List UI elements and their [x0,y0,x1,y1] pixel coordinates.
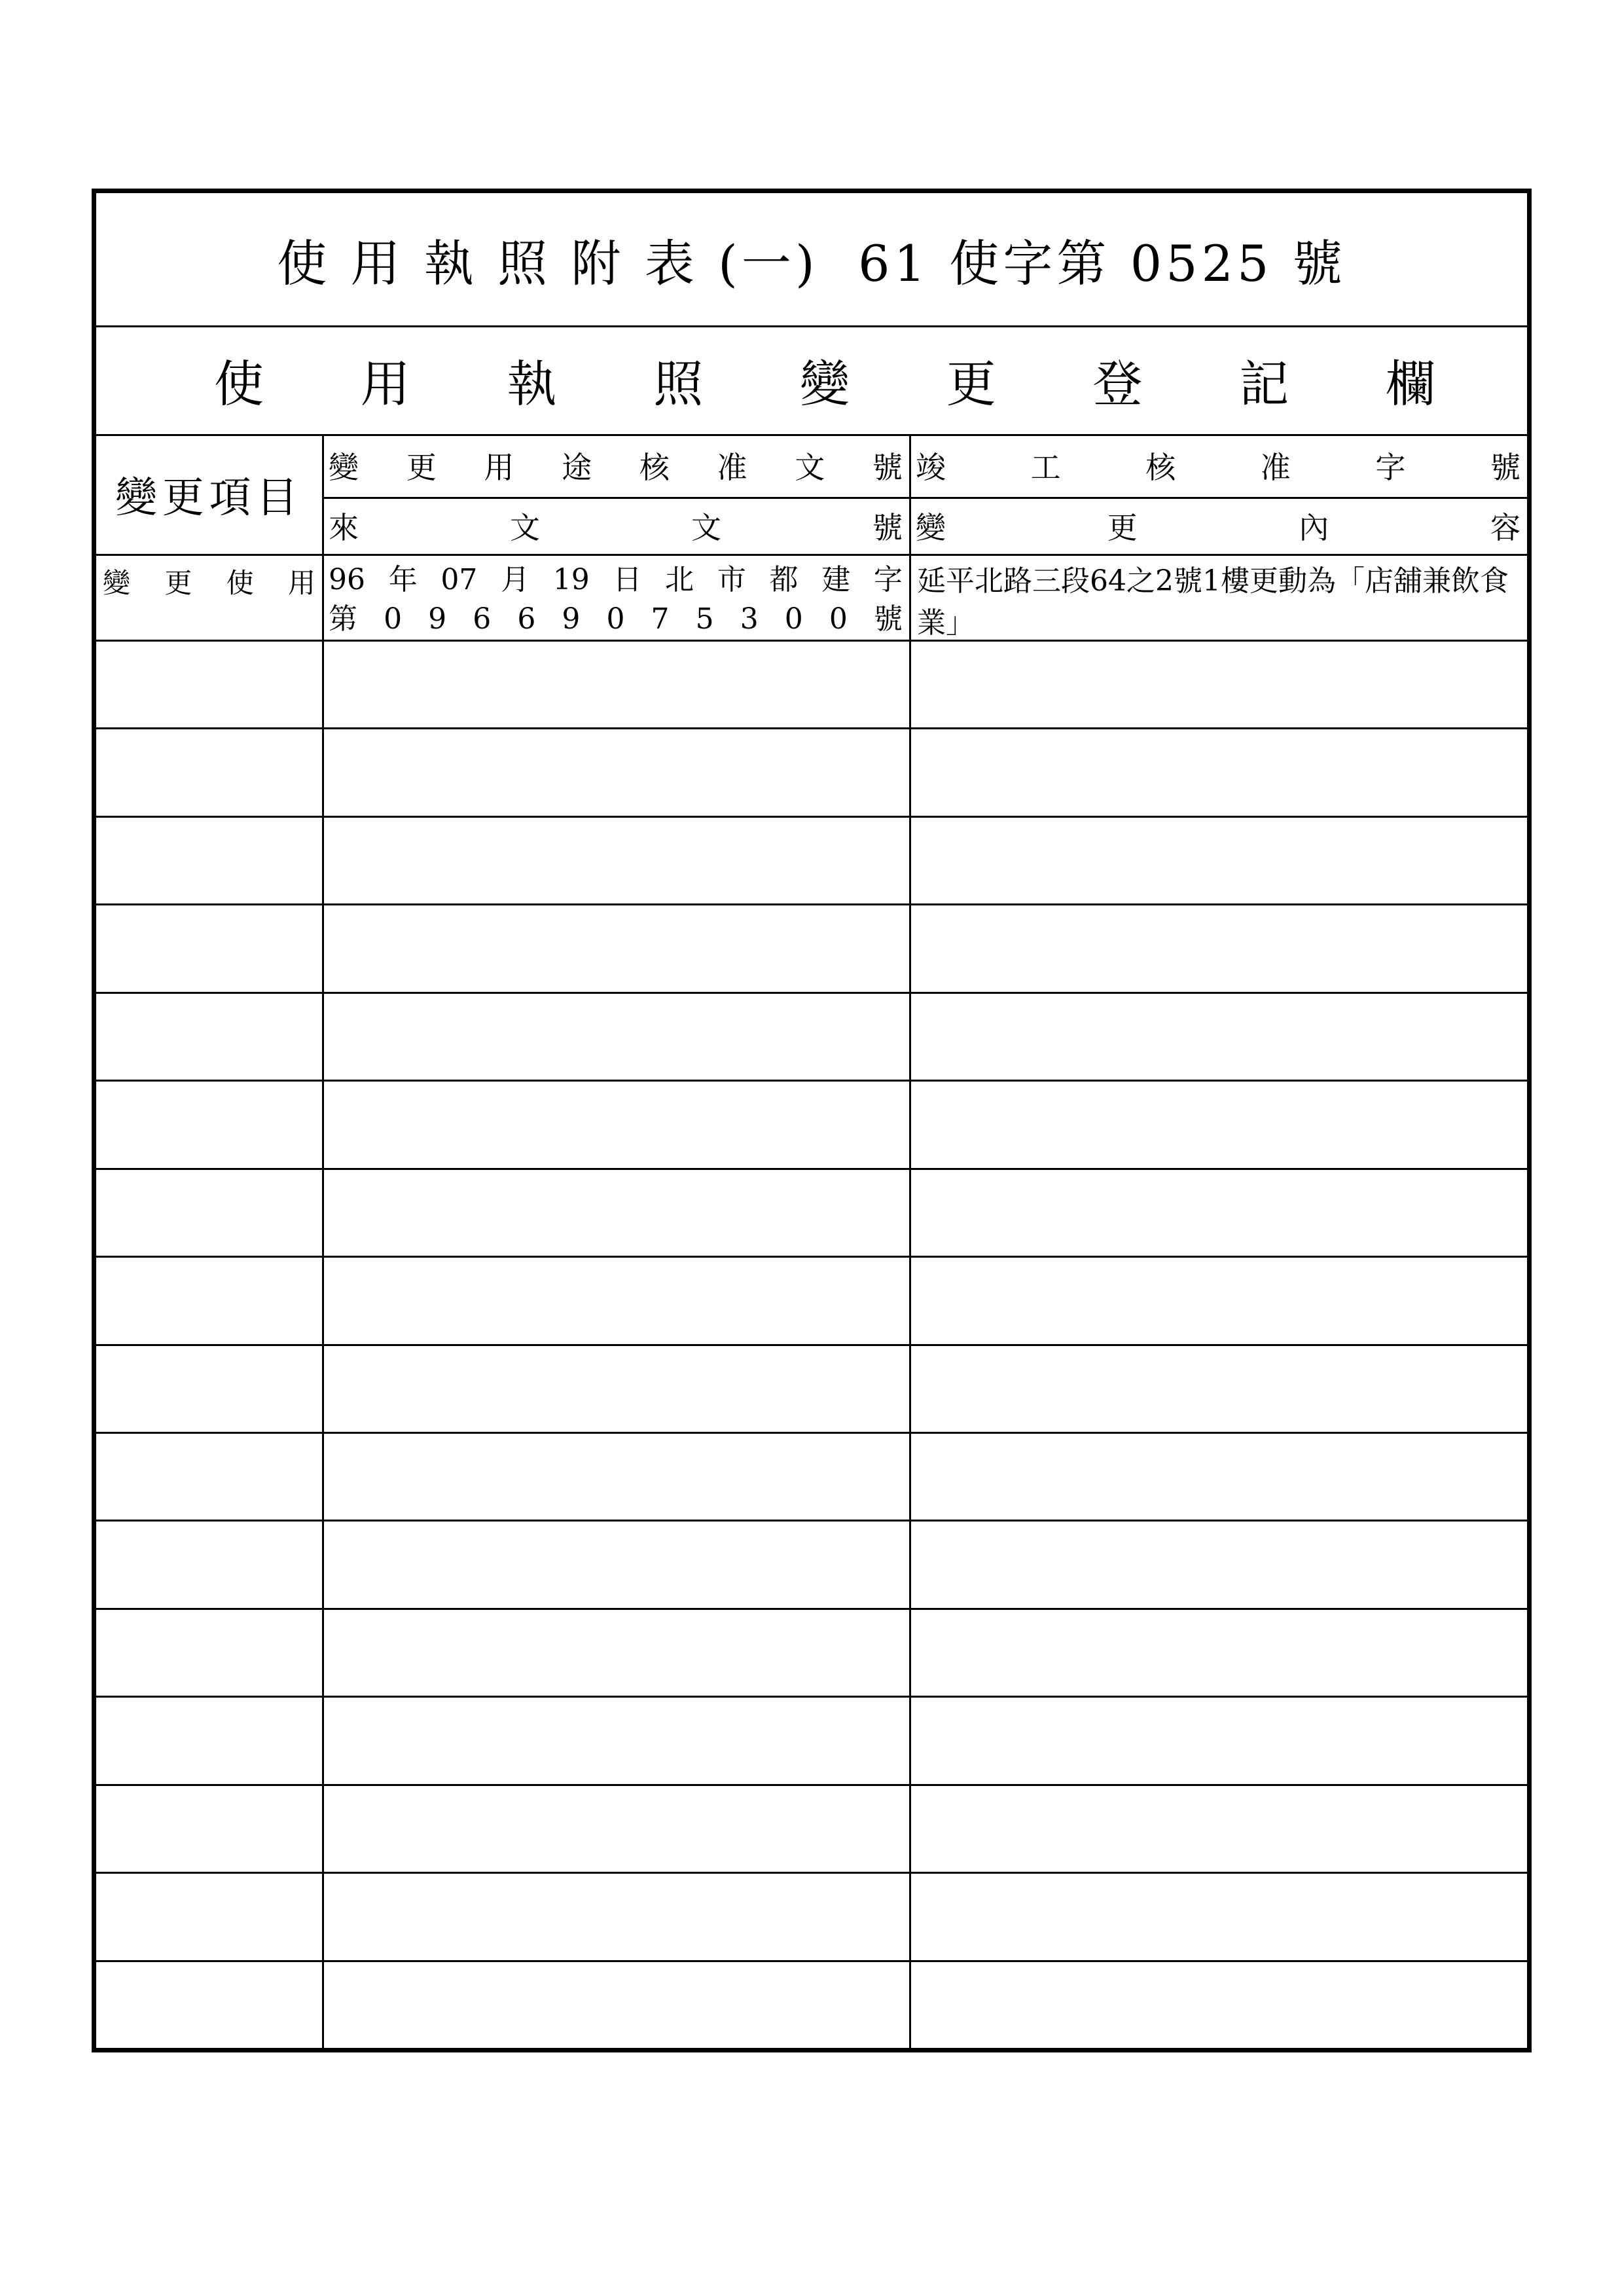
empty-row-line [96,1784,1527,1786]
form-subtitle [214,325,1435,434]
subtitle-char: 用 [360,354,410,413]
empty-row-line [96,1696,1527,1698]
entry-char: 用 [287,567,315,599]
entry-char: 5 [695,602,714,636]
empty-row-line [96,1080,1527,1082]
entry-char: 0 [384,602,403,636]
form-title-row [96,193,1527,327]
subtitle-char: 使 [214,354,264,413]
form-title: 使 用 執 照 附 表 (一) 61 使字第 0525 號 [277,234,1346,293]
empty-row-line [96,1520,1527,1522]
entry-change-content [909,554,1527,640]
empty-row-line [96,1960,1527,1962]
entry-doc-no-line-1 [329,560,903,600]
header-char: 內 [1299,509,1329,545]
empty-row-line [96,1432,1527,1434]
header-char: 來 [329,509,359,545]
header-char: 號 [872,450,903,485]
form-subtitle-row [96,325,1527,436]
entry-char: 7 [651,602,670,636]
subtitle-char: 執 [507,354,557,413]
header-char: 更 [406,450,437,485]
entry-change-item [96,554,322,640]
entry-char: 年 [388,563,418,596]
entry-char: 都 [769,563,799,596]
header-incoming-doc-no [322,497,909,554]
subtitle-char: 記 [1239,354,1289,413]
subtitle-char: 登 [1092,354,1143,413]
header-char: 號 [1490,450,1520,485]
header-char: 途 [562,450,592,485]
header-change-item [96,434,322,554]
header-char: 變 [329,450,359,485]
empty-row-line [96,903,1527,905]
header-char: 准 [1260,450,1291,485]
header-char: 文 [795,450,825,485]
header-char: 號 [872,509,903,545]
header-char: 用 [484,450,514,485]
empty-row-line [96,1608,1527,1610]
entry-char: 96 [329,563,365,596]
subtitle-char: 照 [653,354,704,413]
entry-char: 月 [501,563,530,596]
empty-row-line [96,1344,1527,1346]
header-char: 竣 [916,450,946,485]
empty-row-line [96,1256,1527,1258]
header-char: 容 [1490,509,1520,545]
header-char: 更 [1107,509,1138,545]
empty-row-line [96,992,1527,994]
entry-char: 變 [103,567,131,599]
entry-char: 07 [440,563,478,596]
header-char: 准 [717,450,747,485]
header-char: 文 [510,509,540,545]
entry-char: 0 [606,602,625,636]
subtitle-char: 更 [946,354,996,413]
header-char: 核 [1145,450,1176,485]
entry-doc-no-line-2 [329,600,903,639]
entry-char: 0 [829,602,848,636]
entry-char: 使 [226,567,254,599]
header-char: 工 [1030,450,1061,485]
entry-char: 建 [821,563,851,596]
header-char: 字 [1375,450,1406,485]
header-char: 變 [916,509,946,545]
entry-char: 第 [329,602,357,636]
change-register-table [96,434,1527,2048]
entry-char: 9 [562,602,581,636]
subtitle-char: 變 [800,354,850,413]
entry-char: 市 [717,563,746,596]
entry-char: 9 [428,602,447,636]
header-char: 核 [639,450,670,485]
entry-char: 19 [552,563,590,596]
empty-row-line [96,1168,1527,1170]
usage-license-form [92,189,1532,2052]
header-change-content [909,497,1527,554]
entry-char: 北 [665,563,694,596]
empty-row-line [96,727,1527,729]
subtitle-char: 欄 [1386,354,1435,413]
entry-char: 3 [740,602,759,636]
entry-change-content-text: 延平北路三段64之2號1樓更動為「店舖兼飲食業」 [917,564,1509,640]
empty-row-line [96,1872,1527,1874]
entry-char: 日 [613,563,642,596]
entry-char: 字 [873,563,903,596]
header-char: 文 [691,509,721,545]
entry-char: 6 [517,602,536,636]
entry-char: 更 [164,567,192,599]
header-completion-no [909,434,1527,497]
entry-char: 0 [784,602,803,636]
entry-doc-no [322,554,909,640]
entry-char: 6 [473,602,492,636]
header-change-item-label: 變更項目 [115,473,303,522]
empty-row-line [96,816,1527,818]
header-approval-doc-no [322,434,909,497]
column-divider [322,434,324,2048]
entry-char: 號 [873,602,903,636]
column-divider [909,434,911,2048]
